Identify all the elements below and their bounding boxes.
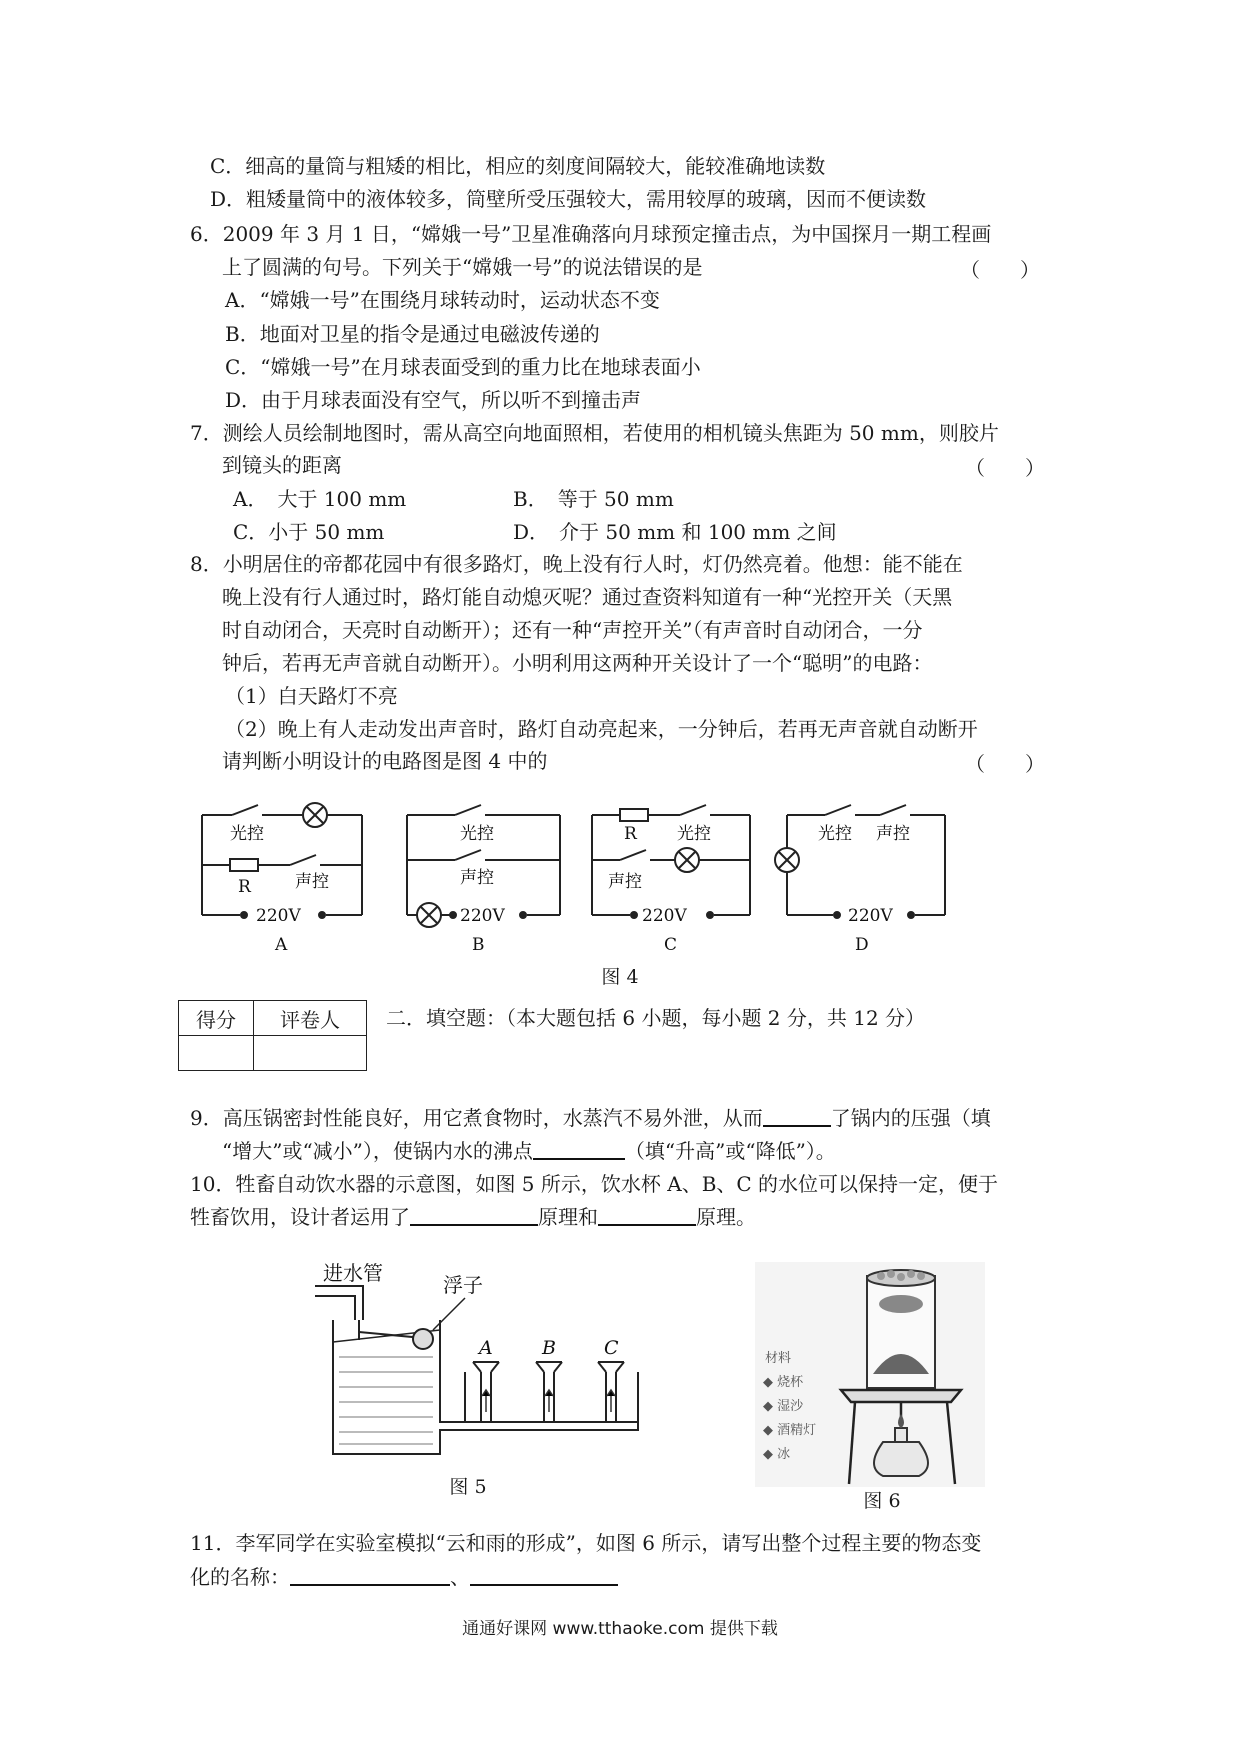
figure-4-caption: 图 4 (601, 966, 639, 988)
circuit-d (775, 805, 945, 918)
figure-5-caption: 图 5 (449, 1476, 487, 1498)
figure-6-apparatus (755, 1262, 985, 1487)
q8-condition-1: （1）白天路灯不亮 (225, 684, 398, 708)
circuit-c-light-switch-label: 光控 (677, 824, 711, 844)
circuit-c (592, 805, 750, 918)
q10-text-2c: 原理。 (696, 1205, 756, 1229)
material-beaker: ◆ 烧杯 (763, 1375, 804, 1390)
q6-stem-line2: 上了圆满的句号。下列关于“嫦娥一号”的说法错误的是 (222, 255, 703, 279)
circuit-a-voltage-label: 220V (256, 906, 301, 926)
q9-blank-1[interactable] (763, 1105, 831, 1127)
q9-blank-2[interactable] (533, 1138, 625, 1160)
circuit-c-sound-switch-label: 声控 (608, 872, 642, 892)
q11-line1: 11．李军同学在实验室模拟“云和雨的形成”，如图 6 所示，请写出整个过程主要的物态变 (190, 1531, 982, 1555)
cup-a-label: A (479, 1337, 493, 1359)
q6-option-b: B．地面对卫星的指令是通过电磁波传递的 (225, 322, 600, 346)
q7-option-b: B． 等于 50 mm (513, 487, 674, 511)
q7-option-a: A． 大于 100 mm (233, 487, 407, 511)
circuit-d-label: D (855, 935, 869, 955)
q6-stem-line1: 6．2009 年 3 月 1 日，“嫦娥一号”卫星准确落向月球预定撞击点，为中国探月一期工程画 (190, 222, 992, 246)
circuit-d-sound-switch-label: 声控 (876, 824, 910, 844)
q7-stem-line2: 到镜头的距离 (222, 453, 342, 477)
q8-stem-line1: 8．小明居住的帝都花园中有很多路灯，晚上没有行人时，灯仍然亮着。他想：能不能在 (190, 552, 963, 576)
circuit-a-resistor-label: R (238, 877, 251, 897)
q10-line2 (190, 1203, 756, 1231)
q9-line2 (222, 1137, 836, 1165)
score-cell[interactable] (179, 1036, 254, 1071)
score-table (178, 1000, 367, 1071)
cup-b-label: B (542, 1337, 556, 1359)
q5-option-d: D．粗矮量筒中的液体较多，筒壁所受压强较大，需用较厚的玻璃，因而不便读数 (210, 187, 927, 211)
q11-blank-1[interactable] (290, 1564, 450, 1586)
q7-answer-paren: （ ） (965, 456, 1045, 480)
q7-option-c: C．小于 50 mm (233, 520, 385, 544)
q9-text-2b: （填“升高”或“降低”）。 (624, 1139, 836, 1163)
figure-4-circuits (190, 795, 1050, 955)
circuit-a-sound-switch-label: 声控 (295, 872, 329, 892)
circuit-c-voltage-label: 220V (642, 906, 687, 926)
q10-text-2a: 牲畜饮用，设计者运用了 (190, 1205, 410, 1229)
circuit-b-label: B (472, 935, 485, 955)
q6-option-a: A．“嫦娥一号”在围绕月球转动时，运动状态不变 (225, 288, 660, 312)
float-label: 浮子 (443, 1273, 483, 1297)
circuit-b-sound-switch-label: 声控 (460, 868, 494, 888)
q11-line2 (190, 1563, 618, 1591)
q7-option-d: D． 介于 50 mm 和 100 mm 之间 (513, 520, 837, 544)
q8-stem-line7: 请判断小明设计的电路图是图 4 中的 (222, 749, 548, 773)
circuit-c-label: C (664, 935, 678, 955)
q6-option-c: C．“嫦娥一号”在月球表面受到的重力比在地球表面小 (225, 355, 701, 379)
circuit-d-voltage-label: 220V (848, 906, 893, 926)
circuit-d-light-switch-label: 光控 (818, 824, 852, 844)
q7-stem-line1: 7．测绘人员绘制地图时，需从高空向地面照相，若使用的相机镜头焦距为 50 mm，则胶片 (190, 421, 999, 445)
circuit-c-resistor-label: R (624, 824, 637, 844)
q5-option-c: C．细高的量筒与粗矮的相比，相应的刻度间隔较大，能较准确地读数 (210, 154, 826, 178)
circuit-a-light-switch-label: 光控 (230, 824, 264, 844)
q8-stem-line3: 时自动闭合，天亮时自动断开）；还有一种“声控开关”（有声音时自动闭合，一分 (222, 618, 923, 642)
figure-5-drinker (315, 1262, 695, 1477)
q6-option-d: D．由于月球表面没有空气，所以听不到撞击声 (225, 388, 642, 412)
figure-6-caption: 图 6 (863, 1490, 901, 1512)
q11-blank-2[interactable] (470, 1564, 618, 1586)
q6-answer-paren: （ ） (960, 258, 1040, 282)
circuit-b-light-switch-label: 光控 (460, 824, 494, 844)
q11-text-2b: 、 (450, 1565, 470, 1589)
section-2-title: 二．填空题：（本大题包括 6 小题，每小题 2 分，共 12 分） (386, 1006, 926, 1030)
circuit-a (202, 803, 362, 918)
q9-text-1a: 9．高压锅密封性能良好，用它煮食物时，水蒸汽不易外泄，从而 (190, 1106, 763, 1130)
material-ice: ◆ 冰 (763, 1447, 791, 1462)
page-footer: 通通好课网 www.tthaoke.com 提供下载 (462, 1619, 778, 1639)
q9-text-2a: “增大”或“减小”），使锅内水的沸点 (222, 1139, 533, 1163)
circuit-a-label: A (275, 935, 288, 955)
cup-c-label: C (604, 1337, 619, 1359)
q10-line1: 10．牲畜自动饮水器的示意图，如图 5 所示，饮水杯 A、B、C 的水位可以保持一定，便于 (190, 1172, 999, 1196)
inlet-pipe-label: 进水管 (323, 1262, 383, 1285)
q10-text-2b: 原理和 (538, 1205, 598, 1229)
q10-blank-2[interactable] (598, 1204, 696, 1226)
grader-header: 评卷人 (254, 1001, 367, 1036)
q8-stem-line4: 钟后，若再无声音就自动断开）。小明利用这两种开关设计了一个“聪明”的电路： (222, 651, 933, 675)
q10-blank-1[interactable] (410, 1204, 538, 1226)
score-header: 得分 (179, 1001, 254, 1036)
q8-condition-2: （2）晚上有人走动发出声音时，路灯自动亮起来，一分钟后，若再无声音就自动断开 (225, 717, 978, 741)
q8-stem-line2: 晚上没有行人通过时，路灯能自动熄灭呢？通过查资料知道有一种“光控开关（天黑 (222, 585, 953, 609)
q9-text-1b: 了锅内的压强（填 (830, 1106, 991, 1130)
q8-answer-paren: （ ） (965, 752, 1045, 776)
grader-cell[interactable] (254, 1036, 367, 1071)
materials-title: 材料 (765, 1351, 792, 1366)
material-alcohol-lamp: ◆ 酒精灯 (763, 1423, 817, 1438)
material-wet-sand: ◆ 湿沙 (763, 1399, 804, 1414)
circuit-b-voltage-label: 220V (460, 906, 505, 926)
q11-text-2a: 化的名称： (190, 1565, 290, 1589)
q9-line1 (190, 1104, 991, 1132)
